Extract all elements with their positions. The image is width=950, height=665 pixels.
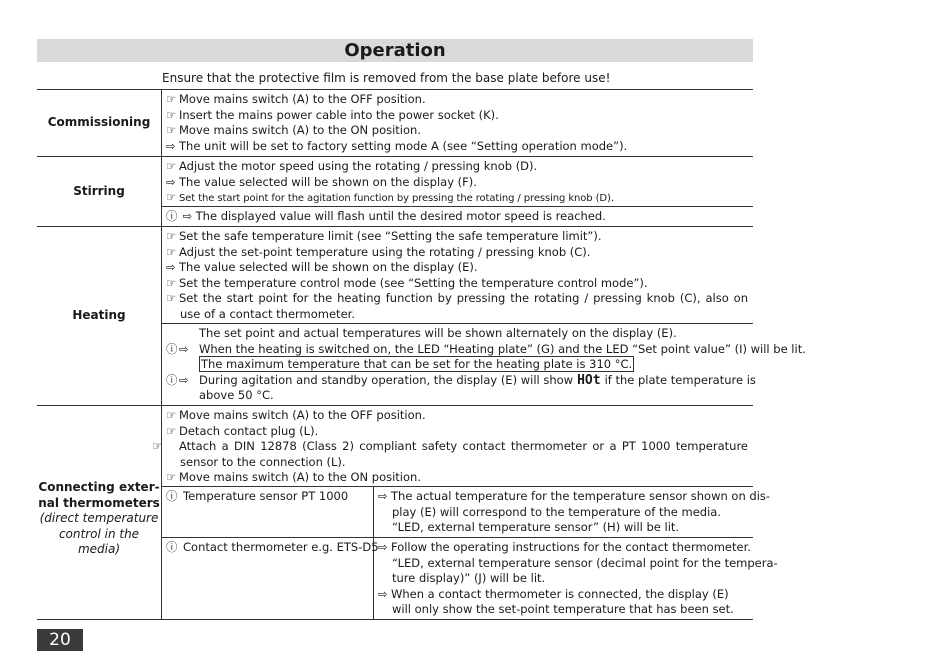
- hand-icon: ☞: [166, 190, 177, 204]
- list-item: ☞ Move mains switch (A) to the ON position.: [166, 470, 421, 484]
- arrow-right-icon: ⇨: [179, 341, 189, 356]
- list-item: ⇨ The value selected will be shown on the display (E).: [166, 260, 478, 274]
- page-title: Operation: [37, 39, 753, 62]
- list-item: ⇨ The unit will be set to factory setting mode A (see “Setting operation mode”).: [166, 138, 628, 153]
- list-item: ☞ Move mains switch (A) to the OFF position.: [166, 408, 426, 422]
- hand-icon: ☞: [166, 423, 177, 438]
- list-item: ☞ Move mains switch (A) to the OFF position.: [166, 92, 426, 106]
- info-icon: ⓘ: [166, 540, 178, 554]
- row-divider: [161, 486, 753, 487]
- section-label-heating: [37, 227, 161, 405]
- row-divider: [161, 537, 753, 538]
- hand-icon: ☞: [166, 107, 177, 122]
- list-item: ☞ Set the safe temperature limit (see “Setting the safe temperature limit”).: [166, 229, 602, 243]
- intro-warning: Ensure that the protective film is removed from the base plate before use!: [162, 71, 611, 85]
- heating-label: Heating: [72, 308, 126, 323]
- heating-notes: The set point and actual temperatures will be shown alternately on the display (E). ⓘ ⇨ When the heating is switched on, the LED “Heating plate” (G) and the LED “Set point value” (I) will be lit. The maximum temperature that can be set for the heating plate is 310 °C. ⓘ ⇨ During agitation and standby operation, the display (E) will show HOt if the plate temperature is above 50 °C.: [166, 326, 806, 402]
- hand-icon: ☞: [166, 244, 177, 259]
- arrow-right-icon: ⇨: [166, 260, 176, 274]
- hand-icon: ☞: [152, 439, 163, 453]
- info-icon: ⓘ: [166, 341, 178, 356]
- pt1000-label-cell: ⓘ Temperature sensor PT 1000: [166, 489, 349, 503]
- hand-icon: ☞: [166, 123, 177, 137]
- list-item: ☞ Adjust the motor speed using the rotating / pressing knob (D).: [166, 159, 538, 173]
- list-item: ☞ Set the start point for the agitation function by pressing the rotating / pressing knob (D).: [166, 190, 614, 204]
- stirring-label: Stirring: [73, 183, 125, 198]
- hand-icon: ☞: [166, 275, 177, 290]
- pt1000-description: ⇨ The actual temperature for the temperature sensor shown on dis- play (E) will correspond to the temperature of the media. “LED, external temperature sensor” (H) will be lit.: [378, 489, 771, 534]
- list-item: ☞ Set the temperature control mode (see “Setting the temperature control mode”).: [166, 275, 648, 290]
- list-item: ☞ Detach contact plug (L).: [166, 423, 319, 438]
- contact-thermometer-label-cell: ⓘ Contact thermometer e.g. ETS-D5: [166, 540, 379, 554]
- page-number: 20: [37, 629, 83, 651]
- arrow-right-icon: ⇨: [182, 209, 193, 223]
- list-item: ☞ Insert the mains power cable into the power socket (K).: [166, 107, 499, 122]
- list-item: ⇨ The value selected will be shown on the display (F).: [166, 174, 477, 189]
- thermometer-steps: [152, 408, 748, 486]
- heating-steps: [166, 229, 748, 322]
- hand-icon: ☞: [166, 92, 177, 106]
- arrow-right-icon: ⇨: [378, 489, 388, 503]
- hand-icon: ☞: [166, 408, 177, 422]
- contact-thermometer-description: ⇨ Follow the operating instructions for the contact thermometer. “LED, external temperature sensor (decimal point for the tempera- ture display)” (J) will be lit. ⇨ When a contact thermometer is connected, the display (E) will only show the set-point temperature that has been set.: [378, 540, 778, 616]
- row-divider: [37, 619, 753, 620]
- column-divider: [161, 89, 162, 619]
- list-item: ☞ Adjust the set-point temperature using the rotating / pressing knob (C).: [166, 244, 591, 259]
- arrow-right-icon: ⇨: [166, 138, 176, 153]
- hand-icon: ☞: [166, 291, 177, 305]
- hand-icon: ☞: [166, 229, 177, 243]
- info-icon: ⓘ: [166, 209, 178, 223]
- arrow-right-icon: ⇨: [378, 540, 388, 554]
- section-label-thermometers: Connecting exter- nal thermometers (direct temperature control in the media): [38, 480, 160, 556]
- info-icon: ⓘ: [166, 372, 178, 387]
- section-label-commissioning: [37, 90, 161, 156]
- max-temperature-note: The maximum temperature that can be set for the heating plate is 310 °C.: [201, 357, 633, 371]
- row-divider: [161, 323, 753, 324]
- hot-display-symbol: HOt: [577, 372, 601, 388]
- list-item: ☞ Move mains switch (A) to the ON position.: [166, 123, 421, 137]
- stirring-note: ⓘ ⇨ The displayed value will flash until the desired motor speed is reached.: [166, 209, 606, 223]
- section-label-stirring: [37, 157, 161, 226]
- stirring-steps: [166, 159, 748, 207]
- arrow-right-icon: ⇨: [378, 586, 388, 601]
- commissioning-label: Commissioning: [47, 115, 151, 130]
- arrow-right-icon: ⇨: [179, 372, 189, 387]
- arrow-right-icon: ⇨: [166, 174, 176, 189]
- info-icon: ⓘ: [166, 489, 178, 503]
- hand-icon: ☞: [166, 159, 177, 173]
- list-item: ☞ Attach a DIN 12878 (Class 2) compliant safety contact thermometer or a PT 1000 temperature sensor to the connection (L).: [152, 439, 748, 469]
- list-item: ☞ Set the start point for the heating function by pressing the rotating / pressing knob (C), also on use of a contact thermometer.: [166, 291, 748, 321]
- hand-icon: ☞: [166, 470, 177, 484]
- commissioning-steps: [166, 92, 748, 154]
